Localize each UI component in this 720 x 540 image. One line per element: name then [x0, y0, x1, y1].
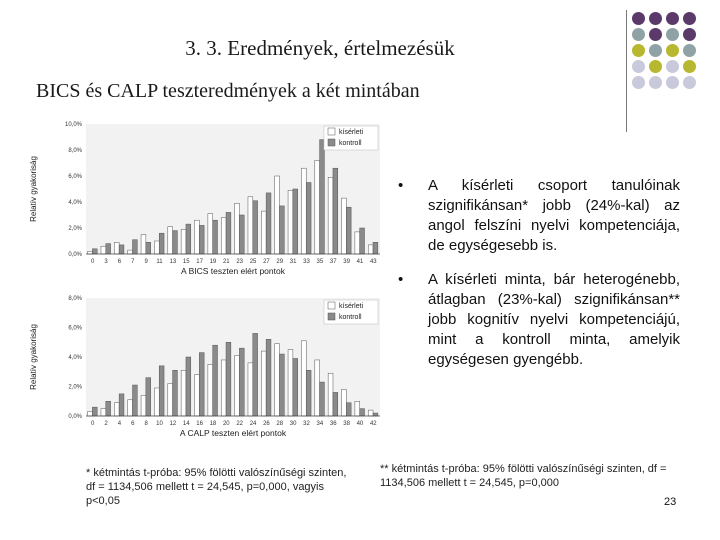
bics-bar-kontroll	[159, 233, 164, 254]
calp-x-tick-label: 40	[356, 421, 364, 427]
calp-bar-kontroll	[213, 345, 218, 416]
slide-title: 3. 3. Eredmények, értelmezésük	[185, 36, 455, 60]
bics-bar-kiserleti	[181, 229, 186, 254]
calp-bar-kiserleti	[168, 384, 173, 416]
decor-divider-line	[626, 10, 627, 132]
decor-dot	[666, 12, 679, 25]
decor-dot	[683, 44, 696, 57]
calp-bar-kontroll	[333, 392, 338, 416]
calp-bar-kiserleti	[195, 375, 200, 416]
calp-x-tick-label: 34	[316, 421, 324, 427]
decor-dot	[666, 28, 679, 41]
bics-bar-kontroll	[360, 228, 365, 254]
finding-item	[398, 270, 680, 370]
calp-y-tick-label: 0,0%	[68, 414, 82, 420]
calp-bar-kontroll	[293, 358, 298, 416]
calp-x-tick-label: 10	[156, 421, 163, 427]
finding-text: A kísérleti minta, bár heterogénebb, átlagban (23%-kal) szignifikánsan** jobb kognitív nyelvi kompetenciájú, mint a kontroll minta, amelyik egységesen gyengébb.	[428, 271, 680, 368]
bics-bar-kontroll	[133, 240, 138, 254]
bics-bar-kiserleti	[235, 203, 240, 254]
slide-subtitle: BICS és CALP teszteredmények a két mintában	[36, 80, 420, 102]
bics-bar-kiserleti	[301, 168, 306, 254]
bics-bar-kiserleti	[154, 241, 159, 254]
decor-dot	[632, 28, 645, 41]
calp-x-tick-label: 2	[104, 421, 108, 427]
decor-dot	[649, 28, 662, 41]
calp-bar-kontroll	[119, 394, 124, 416]
decor-dot	[683, 28, 696, 41]
calp-bar-kontroll	[92, 407, 97, 416]
calp-bar-kontroll	[346, 403, 351, 416]
bics-bar-kiserleti	[168, 227, 173, 254]
decor-dot	[632, 44, 645, 57]
calp-legend-swatch	[328, 302, 335, 309]
calp-bar-kiserleti	[248, 363, 253, 416]
calp-x-tick-label: 22	[236, 421, 244, 427]
calp-bar-kontroll	[280, 354, 285, 416]
bics-bar-kontroll	[346, 207, 351, 254]
bics-bar-kontroll	[266, 193, 271, 254]
calp-bar-kontroll	[173, 370, 178, 416]
bullet-mark: •	[398, 177, 404, 194]
bics-bar-kiserleti	[208, 214, 213, 254]
calp-bar-kontroll	[360, 409, 365, 416]
calp-x-tick-label: 12	[169, 421, 177, 427]
calp-bar-kontroll	[133, 385, 138, 416]
calp-bar-kiserleti	[235, 356, 240, 416]
calp-bar-kontroll	[199, 353, 204, 416]
calp-bar-kiserleti	[181, 370, 186, 416]
bics-bar-kontroll	[333, 168, 338, 254]
bics-x-tick-label: 37	[329, 259, 337, 265]
calp-y-tick-label: 2,0%	[68, 384, 82, 391]
bics-x-tick-label: 29	[276, 259, 284, 265]
bics-y-axis-label: Relatív gyakoriság	[29, 156, 38, 222]
findings-list	[398, 176, 680, 384]
calp-bar-kontroll	[239, 348, 244, 416]
bics-bar-kontroll	[106, 244, 111, 254]
bics-x-tick-label: 25	[249, 259, 257, 265]
calp-bar-kontroll	[373, 413, 378, 416]
calp-x-tick-label: 8	[144, 421, 148, 427]
bics-x-tick-label: 41	[356, 259, 364, 265]
bics-y-tick-label: 6,0%	[68, 174, 82, 180]
decor-dot	[632, 60, 645, 73]
bics-bar-kiserleti	[128, 250, 133, 254]
bics-y-tick-label: 8,0%	[68, 148, 82, 154]
bics-legend-label: kontroll	[339, 140, 362, 147]
calp-bar-kiserleti	[114, 403, 119, 416]
calp-bar-kiserleti	[342, 389, 347, 416]
bics-bar-kiserleti	[368, 245, 373, 254]
bics-x-tick-label: 43	[369, 259, 377, 265]
calp-x-tick-label: 20	[222, 421, 230, 427]
calp-bar-kontroll	[186, 357, 191, 416]
calp-legend-label: kísérleti	[339, 303, 364, 310]
bics-x-axis-label: A BICS teszten elért pontok	[181, 266, 285, 276]
calp-y-tick-label: 4,0%	[68, 355, 82, 361]
decor-dot	[649, 12, 662, 25]
calp-bar-kiserleti	[288, 350, 293, 416]
calp-x-axis-label: A CALP teszten elért pontok	[179, 428, 287, 438]
bics-x-tick-label: 27	[263, 259, 270, 265]
bics-y-tick-label: 2,0%	[68, 226, 82, 232]
bics-x-tick-label: 33	[303, 259, 310, 265]
bics-bar-kontroll	[226, 212, 231, 254]
calp-y-tick-label: 8,0%	[68, 296, 82, 302]
calp-bar-kontroll	[320, 382, 325, 416]
bics-bar-kiserleti	[101, 246, 106, 254]
footnote-left: * kétmintás t-próba: 95% fölötti valószínűségi szinten, df = 1134,506 mellett t = 24,545, p=0,000, vagyis p<0,05	[86, 467, 347, 507]
bics-x-tick-label: 3	[104, 259, 108, 265]
calp-x-tick-label: 36	[329, 421, 337, 427]
calp-x-tick-label: 26	[263, 421, 270, 427]
calp-x-tick-label: 18	[209, 421, 217, 427]
bics-bar-kontroll	[92, 249, 97, 254]
calp-x-tick-label: 38	[343, 421, 350, 427]
bics-bar-kiserleti	[328, 177, 333, 254]
calp-y-tick-label: 6,0%	[68, 325, 82, 332]
calp-bar-kiserleti	[355, 401, 360, 416]
bics-x-tick-label: 13	[169, 259, 177, 265]
calp-bar-kontroll	[159, 366, 164, 416]
decor-dot	[683, 60, 696, 73]
bics-bar-kiserleti	[342, 198, 347, 254]
decor-dot	[649, 44, 662, 57]
bics-bar-kiserleti	[261, 211, 266, 254]
bics-bar-kiserleti	[221, 218, 226, 254]
bics-bar-kiserleti	[315, 160, 320, 254]
calp-bar-kontroll	[253, 333, 258, 416]
decor-dot	[632, 12, 645, 25]
bics-bar-kiserleti	[288, 190, 293, 254]
bics-x-tick-label: 31	[289, 259, 297, 265]
calp-x-tick-label: 0	[91, 421, 95, 427]
bics-y-tick-label: 10,0%	[64, 122, 82, 128]
bics-bar-kiserleti	[248, 197, 253, 254]
calp-x-tick-label: 6	[131, 421, 135, 427]
bics-bar-kiserleti	[114, 242, 119, 254]
calp-x-tick-label: 28	[276, 421, 284, 427]
calp-bar-kiserleti	[261, 351, 266, 416]
calp-x-tick-label: 14	[182, 421, 190, 427]
bics-x-tick-label: 0	[91, 259, 95, 265]
calp-y-axis-label: Relatív gyakoriság	[29, 324, 38, 390]
bics-bar-kontroll	[213, 220, 218, 254]
bics-x-tick-label: 11	[156, 259, 163, 265]
bics-legend-swatch	[328, 139, 335, 146]
bics-x-tick-label: 17	[196, 259, 203, 265]
calp-x-tick-label: 24	[249, 421, 257, 427]
calp-histogram	[28, 286, 388, 446]
bics-bar-kontroll	[280, 206, 285, 254]
calp-legend-label: kontroll	[339, 314, 362, 321]
calp-bar-kiserleti	[141, 395, 146, 416]
bics-x-tick-label: 35	[316, 259, 324, 265]
calp-bar-kontroll	[266, 339, 271, 416]
bics-x-tick-label: 21	[222, 259, 230, 265]
bullet-mark: •	[398, 271, 404, 288]
decor-dot	[632, 76, 645, 89]
bics-x-tick-label: 9	[144, 259, 148, 265]
bics-bar-kontroll	[373, 242, 378, 254]
bics-x-tick-label: 7	[131, 259, 135, 265]
bics-y-tick-label: 0,0%	[68, 252, 82, 258]
bics-y-tick-label: 4,0%	[68, 200, 82, 206]
calp-bar-kontroll	[106, 401, 111, 416]
calp-bar-kiserleti	[275, 344, 280, 416]
decor-dot	[649, 60, 662, 73]
calp-bar-kiserleti	[154, 388, 159, 416]
decor-dot	[683, 12, 696, 25]
calp-legend-swatch	[328, 313, 335, 320]
calp-bar-kiserleti	[301, 341, 306, 416]
bics-bar-kontroll	[199, 225, 204, 254]
bics-bar-kontroll	[293, 189, 298, 254]
calp-bar-kontroll	[306, 370, 311, 416]
decor-dot	[666, 76, 679, 89]
bics-legend-label: kísérleti	[339, 129, 364, 136]
bics-bar-kontroll	[320, 140, 325, 254]
bics-bar-kontroll	[306, 183, 311, 255]
bics-bar-kontroll	[119, 245, 124, 254]
calp-bar-kiserleti	[315, 360, 320, 416]
calp-bar-kiserleti	[368, 410, 373, 416]
calp-bar-kiserleti	[208, 364, 213, 416]
bics-x-tick-label: 6	[117, 259, 122, 265]
footnote-right: ** kétmintás t-próba: 95% fölötti valószínűségi szinten, df = 1134,506 mellett t = 24,545, p=0,000	[380, 463, 667, 489]
calp-bar-kontroll	[226, 342, 231, 416]
finding-text: A kísérleti csoport tanulóinak szignifikánsan* jobb (24%-kal) az angol felszíni nyelvi kompetenciája, de egységesebb is.	[428, 177, 680, 254]
bics-x-tick-label: 39	[343, 259, 350, 265]
calp-bar-kiserleti	[101, 409, 106, 416]
bics-legend-swatch	[328, 128, 335, 135]
bics-bar-kontroll	[239, 215, 244, 254]
bics-bar-kontroll	[173, 231, 178, 254]
decor-dot	[683, 76, 696, 89]
calp-x-tick-label: 42	[369, 421, 377, 427]
calp-bar-kontroll	[146, 378, 151, 416]
calp-x-tick-label: 32	[303, 421, 310, 427]
calp-x-tick-label: 16	[196, 421, 203, 427]
bics-histogram	[28, 110, 388, 282]
decor-dot	[649, 76, 662, 89]
bics-bar-kontroll	[186, 224, 191, 254]
calp-bar-kiserleti	[88, 412, 93, 416]
finding-item	[398, 176, 680, 256]
bics-bar-kiserleti	[355, 232, 360, 254]
calp-bar-kiserleti	[328, 373, 333, 416]
page-number: 23	[664, 496, 677, 508]
bics-bar-kiserleti	[195, 220, 200, 254]
bics-bar-kiserleti	[275, 176, 280, 254]
calp-x-tick-label: 30	[289, 421, 297, 427]
bics-bar-kontroll	[253, 201, 258, 254]
bics-bar-kiserleti	[141, 235, 146, 255]
calp-bar-kiserleti	[221, 360, 226, 416]
bics-x-tick-label: 23	[236, 259, 244, 265]
bics-bar-kontroll	[146, 242, 151, 254]
calp-x-tick-label: 4	[117, 421, 122, 427]
bics-x-tick-label: 19	[209, 259, 217, 265]
bics-x-tick-label: 15	[182, 259, 190, 265]
decor-dot	[666, 60, 679, 73]
decor-dot	[666, 44, 679, 57]
calp-bar-kiserleti	[128, 400, 133, 416]
